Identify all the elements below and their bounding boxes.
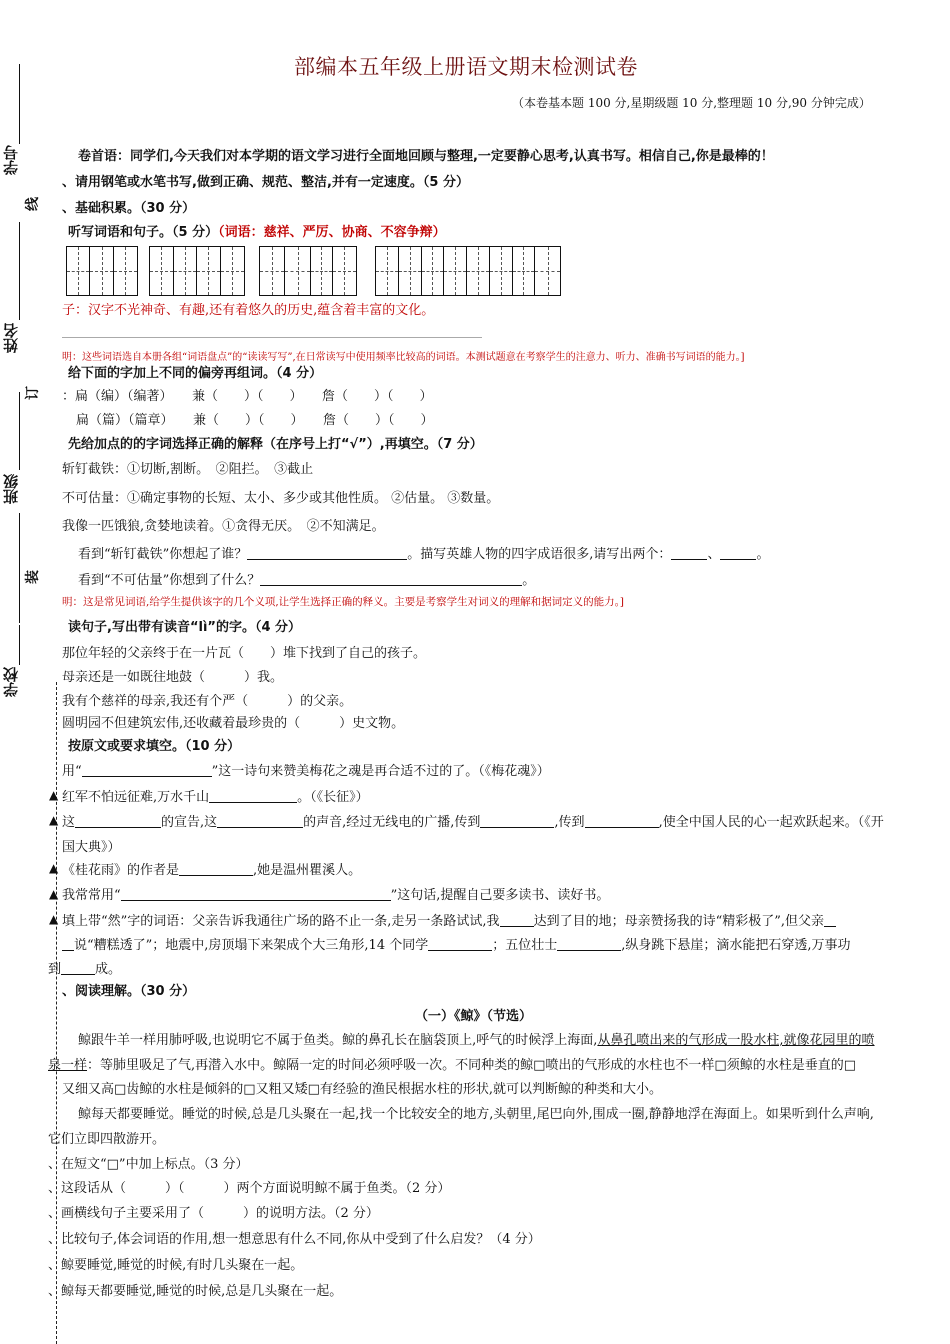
fill-line-three-middle: 的宣告,这	[161, 815, 218, 830]
writing-cell[interactable]	[444, 247, 467, 295]
section-two-heading: 、基础积累。（30 分）	[62, 201, 196, 216]
fill-line-six-final-start: 到	[48, 962, 62, 977]
writing-cell[interactable]	[67, 247, 90, 295]
underlined-sentence-end: 泉一样	[48, 1058, 88, 1073]
classmate-blank[interactable]	[428, 938, 492, 951]
student-number-line	[19, 64, 20, 144]
fill-line-two	[62, 786, 369, 805]
bullet-marker: ▲	[49, 912, 59, 926]
exam-subtitle: （本卷基本题 100 分,星期级题 10 分,整理题 10 分,90 分钟完成）	[512, 96, 871, 110]
teacher-note-one: 明：这些词语选自本册各组“词语盘点”的“读读写写”,在日常读写中使用频率比较高的词语。本测试题意在考察学生的注意力、听力、准确书写词语的能力。]	[62, 352, 745, 363]
passage-paragraph-one-start: 鲸跟牛羊一样用肺呼吸,也说明它不属于鱼类。鲸的鼻孔长在脑袋顶上,呼气的时候浮上海面,	[78, 1033, 598, 1048]
fill-line-two-end: 。（《长征》）	[297, 790, 369, 805]
fill-line-one	[62, 760, 550, 779]
idiom-answer-blank-two[interactable]	[720, 547, 756, 560]
meaning-option-two: 不可估量：①确定事物的长短、太小、多少或其他性质。 ②估量。 ③数量。	[62, 491, 500, 506]
radical-row-two: 扁（篇）（篇章） 兼（ ）（ ） 詹（ ）（ ）	[76, 413, 434, 428]
fill-line-two-start: 红军不怕远征难,万水千山	[62, 790, 210, 805]
fill-line-three-source: 国大典》）	[62, 840, 121, 855]
fill-line-one-end: ”这一诗句来赞美梅花之魂是再合适不过的了。（《梅花魂》）	[211, 764, 550, 779]
idiom-answer-blank-one[interactable]	[671, 547, 707, 560]
order-label: 订	[25, 386, 41, 400]
bullet-marker: ▲	[49, 861, 59, 875]
writing-grid-2[interactable]	[149, 246, 245, 296]
fill-line-three	[62, 811, 884, 830]
hero-answer-blank[interactable]	[247, 547, 407, 560]
question-six: 、在短文“□”中加上标点。（3 分）	[48, 1157, 249, 1172]
name-line	[19, 222, 20, 320]
ran-word-blank-one[interactable]	[500, 914, 534, 927]
fill-line-six-middle: 达到了目的地；母亲赞扬我的诗“精彩极了”,但父亲	[533, 914, 824, 929]
passage-paragraph-one-line-three: 又细又高□齿鲸的水柱是倾斜的□又粗又矮□有经验的渔民根据水柱的形状,就可以判断鲸的种类和大小。	[62, 1082, 662, 1097]
writing-cell[interactable]	[376, 247, 399, 295]
class-label: 班级	[2, 474, 20, 504]
comparison-sentence-b: 、鲸每天都要睡觉,睡觉的时候,总是几头聚在一起。	[48, 1284, 343, 1299]
writing-cell[interactable]	[490, 247, 513, 295]
writing-cell[interactable]	[150, 247, 174, 295]
question-nine: 、比较句子,体会词语的作用,想一想意思有什么不同,你从中受到了什么启发？（4 分）	[48, 1232, 541, 1247]
meaning-answer-blank[interactable]	[260, 573, 522, 586]
fill-line-four	[62, 859, 361, 878]
success-blank[interactable]	[61, 962, 95, 975]
school-label: 学校	[2, 667, 20, 697]
writing-grid-3[interactable]	[259, 246, 357, 296]
ran-word-blank-continued[interactable]	[62, 938, 74, 951]
meaning-question-one	[78, 543, 769, 562]
bind-label: 装	[25, 570, 41, 584]
reading-sentence-one: 那位年轻的父亲终于在一片瓦（ ）堆下找到了自己的孩子。	[62, 646, 427, 661]
meaning-option-one: 斩钉截铁：①切断,割断。 ②阻拦。 ③截止	[62, 462, 314, 477]
passage-title: （一）《鲸》（节选）	[415, 1009, 533, 1024]
page-title: 部编本五年级上册语文期末检测试卷	[294, 55, 638, 79]
writing-grid-1[interactable]	[66, 246, 138, 296]
plum-poem-blank[interactable]	[82, 764, 212, 777]
dictation-task: 听写词语和句子。（5 分）	[68, 225, 219, 240]
writing-cell[interactable]	[197, 247, 221, 295]
fill-line-six-middle-two: 说“糟糕透了”；地震中,房顶塌下来架成个大三角形,14 个同学	[74, 938, 429, 953]
teacher-note-two: 明：这是常见词语,给学生提供该字的几个义项,让学生选择正确的释义。主要是考察学生对词义的理解和据词定义的能力。]	[62, 596, 625, 608]
fill-line-five-end: ”这句话,提醒自己要多读书、读好书。	[390, 888, 610, 903]
school-line	[19, 625, 20, 665]
writing-cell[interactable]	[285, 247, 310, 295]
fill-line-six-final	[48, 958, 121, 977]
writing-cell[interactable]	[221, 247, 244, 295]
reading-sentence-four: 圆明园不但建筑宏伟,还收藏着最珍贵的（ ）史文物。	[62, 716, 405, 731]
fill-line-three-end: ,使全中国人民的心一起欢跃起来。（《开	[658, 815, 884, 830]
meaning-question-one-middle: 。描写英雄人物的四字成语很多,请写出两个：	[407, 547, 672, 562]
fill-line-six-final-end: 成。	[95, 962, 122, 977]
passage-paragraph-two-line-two: 它们立即四散游开。	[48, 1132, 166, 1147]
meaning-question-two	[78, 569, 535, 588]
answer-rule	[62, 337, 482, 338]
passage-paragraph-two: 鲸每天都要睡觉。睡觉的时候,总是几头聚在一起,找一个比较安全的地方,头朝里,尾巴向外,围成一圈,静静地浮在海面上。如果听到什么声响,	[78, 1107, 874, 1122]
broadcast-blank-two[interactable]	[585, 815, 659, 828]
fill-line-six-continued	[62, 934, 851, 953]
voice-blank[interactable]	[217, 815, 303, 828]
writing-cell[interactable]	[260, 247, 285, 295]
reading-sentence-two: 母亲还是一如既往地鼓（ ）我。	[62, 670, 284, 685]
fill-line-five	[62, 884, 609, 903]
writing-cell[interactable]	[333, 247, 357, 295]
question-seven: 、这段话从（ ）（ ）两个方面说明鲸不属于鱼类。（2 分）	[48, 1181, 451, 1196]
writing-cell[interactable]	[311, 247, 333, 295]
idiom-separator: 、	[707, 547, 721, 562]
passage-paragraph-one	[78, 1029, 875, 1048]
section-three-heading: 、阅读理解。（30 分）	[62, 984, 196, 999]
reading-sentence-three: 我有个慈祥的母亲,我还有个严（ ）的父亲。	[62, 694, 353, 709]
cut-line-label: 线	[25, 197, 41, 211]
fill-line-one-start: 用“	[62, 764, 82, 779]
meaning-question-one-end: 。	[756, 547, 770, 562]
bullet-marker: ▲	[49, 813, 59, 827]
fill-line-three-middle-two: 的声音,经过无线电的广播,传到	[303, 815, 481, 830]
announcement-blank[interactable]	[75, 815, 161, 828]
writing-grid-4[interactable]	[375, 246, 561, 296]
fill-line-six-end: ,纵身跳下悬崖；滴水能把石穿透,万事功	[621, 938, 851, 953]
preface-text: 卷首语：同学们,今天我们对本学期的语文学习进行全面地回顾与整理,一定要静心思考,认真书写。相信自己,你是最棒的！	[78, 149, 774, 164]
dictation-sentence: 子：汉字不光神奇、有趣,还有着悠久的历史,蕴含着丰富的文化。	[62, 303, 435, 318]
passage-paragraph-one-line-two	[48, 1054, 856, 1073]
meaning-question-two-end: 。	[522, 573, 536, 588]
fill-line-six-start: 填上带“然”字的词语：父亲告诉我通往广场的路不止一条,走另一条路试试,我	[62, 914, 500, 929]
reading-motto-blank[interactable]	[121, 888, 391, 901]
name-label: 姓名	[2, 323, 20, 353]
writing-cell[interactable]	[535, 247, 560, 295]
writing-cell[interactable]	[422, 247, 445, 295]
passage-paragraph-one-middle: ：等肺里吸足了气,再潜入水中。鲸隔一定的时间必须呼吸一次。不同种类的鲸□喷出的气形成的水柱也不一样□须鲸的水柱是垂直的□	[87, 1058, 856, 1073]
underlined-sentence: 从鼻孔喷出来的气形成一股水柱,就像花园里的喷	[597, 1033, 875, 1048]
radical-task: 给下面的字加上不同的偏旁再组词。（4 分）	[68, 366, 323, 381]
meaning-option-three: 我像一匹饿狼,贪婪地读着。①贪得无厌。 ②不知满足。	[62, 519, 385, 534]
reading-task: 读句子,写出带有读音“lì”的字。（4 分）	[68, 620, 302, 635]
author-blank[interactable]	[179, 863, 253, 876]
comparison-sentence-a: 、鲸要睡觉,睡觉的时候,有时几头聚在一起。	[48, 1258, 304, 1273]
fill-line-four-start: 《桂花雨》的作者是	[62, 863, 180, 878]
class-line	[19, 392, 20, 470]
writing-cell[interactable]	[114, 247, 137, 295]
student-number-label: 学号	[2, 145, 20, 175]
broadcast-blank-one[interactable]	[480, 815, 554, 828]
long-march-blank[interactable]	[209, 790, 297, 803]
writing-cell[interactable]	[90, 247, 113, 295]
meaning-question-two-text: 看到“不可估量”你想到了什么？	[78, 573, 261, 588]
ran-word-blank-two[interactable]	[824, 914, 836, 927]
fill-line-six-middle-three: ；五位壮士	[492, 938, 558, 953]
dictation-words: （词语：慈祥、严厉、协商、不容争辩）	[218, 225, 446, 240]
writing-cell[interactable]	[467, 247, 490, 295]
fill-line-six	[62, 910, 836, 929]
writing-cell[interactable]	[399, 247, 422, 295]
radical-row-one: ：扁（编）（编著） 兼（ ）（ ） 詹（ ）（ ）	[62, 389, 433, 404]
section-one-heading: 、请用钢笔或水笔书写,做到正确、规范、整洁,并有一定速度。（5 分）	[62, 175, 469, 190]
meaning-question-one-start: 看到“斩钉截铁”你想起了谁？	[78, 547, 248, 562]
fill-line-four-end: ,她是温州瞿溪人。	[253, 863, 362, 878]
writing-cell[interactable]	[513, 247, 536, 295]
fill-line-three-middle-three: ,传到	[554, 815, 585, 830]
heroes-blank[interactable]	[557, 938, 621, 951]
fill-line-five-start: 我常常用“	[62, 888, 121, 903]
bullet-marker: ▲	[49, 887, 59, 901]
question-eight: 、画横线句子主要采用了（ ）的说明方法。（2 分）	[48, 1206, 379, 1221]
meaning-task: 先给加点的的字词选择正确的解释（在序号上打“√”）,再填空。（7 分）	[68, 437, 483, 452]
fill-task: 按原文或要求填空。（10 分）	[68, 739, 241, 754]
school-line-upper	[19, 513, 20, 623]
writing-cell[interactable]	[174, 247, 198, 295]
dictation-heading	[68, 221, 446, 240]
fill-line-three-start: 这	[62, 815, 76, 830]
bullet-marker: ▲	[49, 788, 59, 802]
